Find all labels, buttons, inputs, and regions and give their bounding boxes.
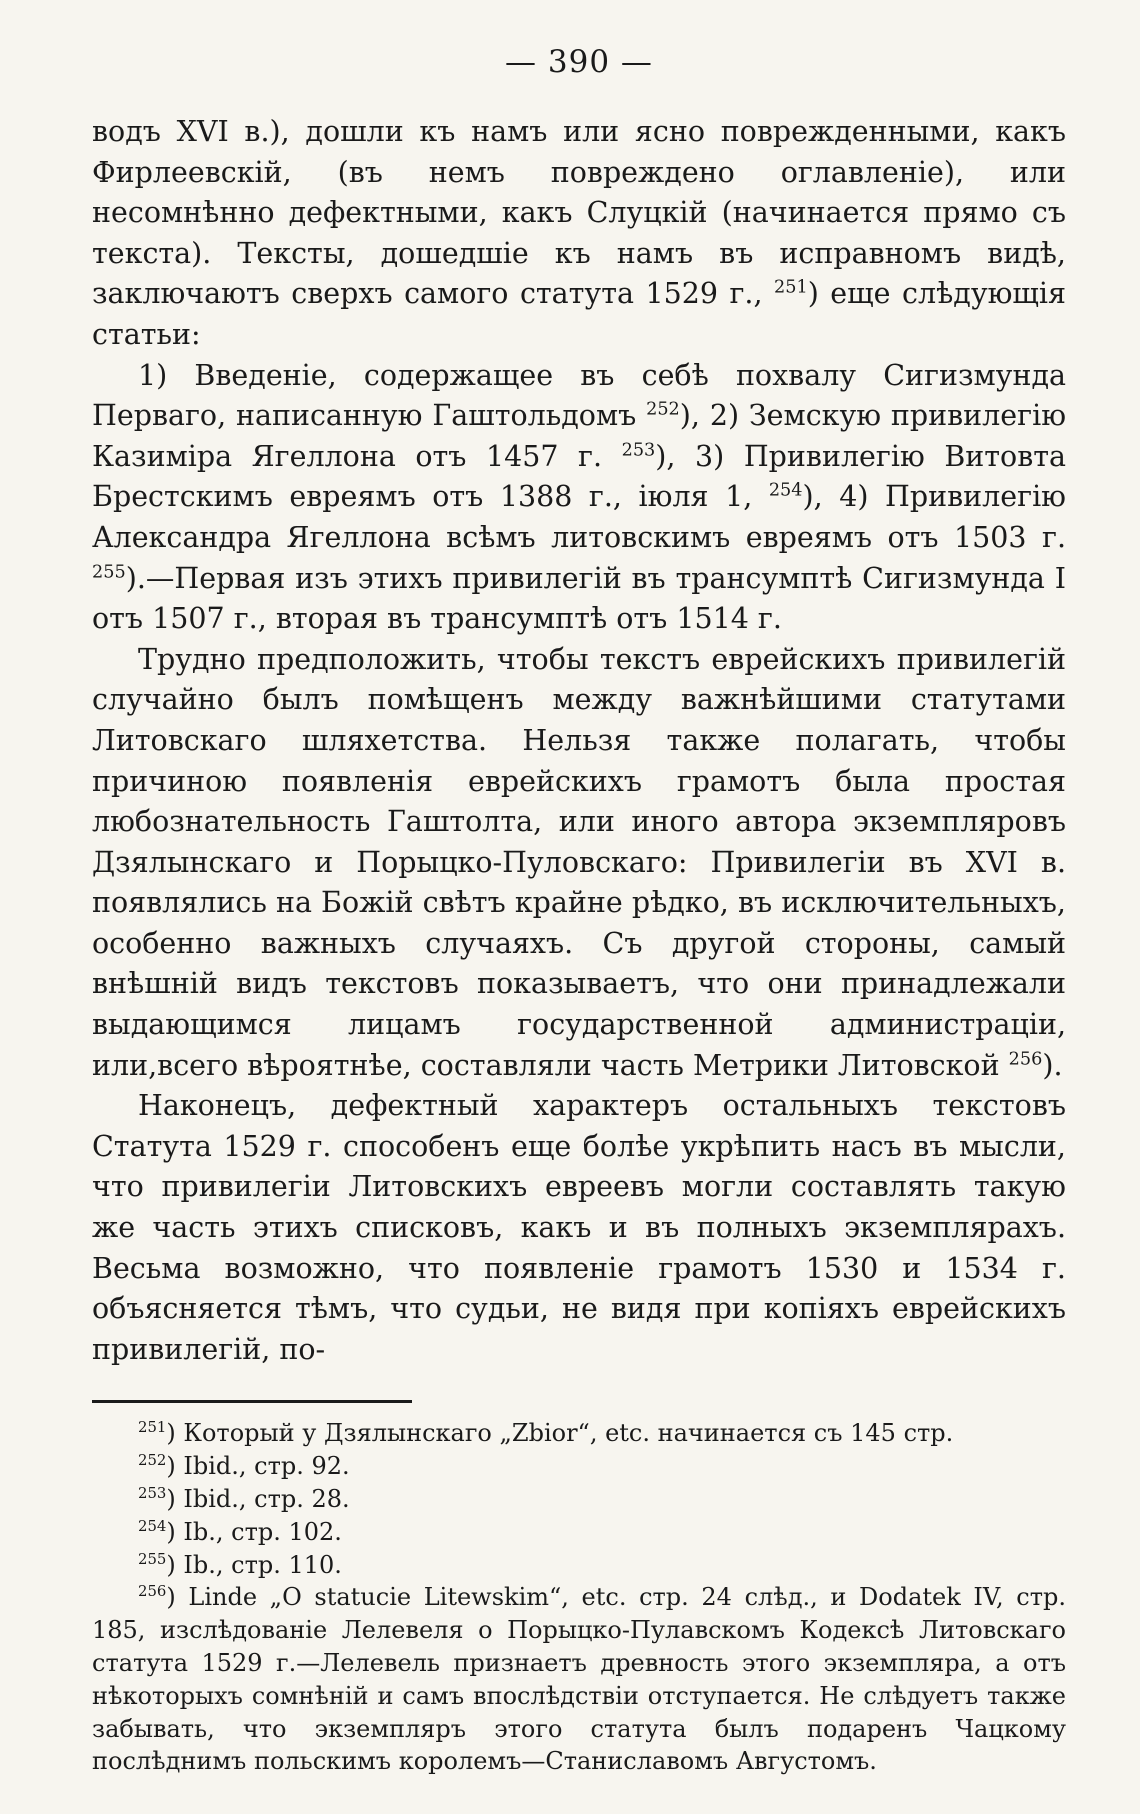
text-run: ), 2) Земскую привилегію Казиміра Ягеллона отъ 1457 г. — [92, 399, 1066, 473]
footnote — [92, 1450, 1066, 1483]
footnote-number: 252 — [138, 1451, 167, 1470]
text-run: ) еще слѣдующія статьи: — [92, 277, 1066, 351]
footnote-text: ) Ibid., стр. 28. — [166, 1485, 350, 1513]
body-paragraph-3 — [92, 640, 1066, 1087]
page-number: — 390 — — [505, 44, 653, 80]
text-run: ), 4) Привилегію Александра Ягеллона всѣмъ литовскимъ евреямъ отъ 1503 г. — [92, 480, 1066, 554]
body-paragraph-4 — [92, 1086, 1066, 1370]
footnote-ref: 256 — [1008, 1049, 1043, 1070]
footnote — [92, 1581, 1066, 1778]
footnote-number: 256 — [138, 1582, 167, 1601]
text-run: ), 3) Привилегію Витовта Брестскимъ евреямъ отъ 1388 г., іюля 1, — [92, 439, 1066, 514]
footnote-text: ) Ibid., стр. 92. — [166, 1452, 350, 1481]
footnotes — [92, 1417, 1066, 1778]
footnote-number: 253 — [138, 1484, 167, 1503]
text-run: водъ XVI в.), дошли къ намъ или ясно поврежденными, какъ Фирлеевскій, (въ немъ повреждено оглавленіе), или несомнѣнно дефектными, какъ Слуцкій (начинается прямо съ текста). Тексты, дошедшіе къ намъ въ исправномъ видѣ, заключаютъ сверхъ самого статута 1529 г., — [92, 115, 1066, 311]
footnote-number: 255 — [138, 1549, 167, 1568]
text-run: ).—Первая изъ этихъ привилегій въ трансумптѣ Сигизмунда I отъ 1507 г., вторая въ трансумптѣ отъ 1514 г. — [92, 561, 1066, 636]
footnote — [92, 1516, 1066, 1549]
footnote-ref: 251 — [774, 277, 808, 298]
footnote-text: ) Linde „O statucie Litewskim“, etc. стр. 24 слѣд., и Dodatek IV, стр. 185, изслѣдованіе Лелевеля о Порыцко-Пулавскомъ Кодексѣ Литовскаго статута 1529 г.—Лелевель признаетъ древность этого экземпляра, а отъ нѣкоторыхъ сомнѣній и самъ впослѣдствіи отступается. Не слѣдуетъ также забывать, что экземпляръ этого статута былъ подаренъ Чацкому послѣднимъ польскимъ королемъ—Станиславомъ Августомъ. — [92, 1583, 1066, 1776]
text-run: 1) Введеніе, содержащее въ себѣ похвалу Сигизмунда Перваго, написанную Гаштольдомъ — [92, 358, 1066, 433]
document-page — [92, 40, 1066, 1780]
body-paragraph-1 — [92, 112, 1066, 356]
body-paragraph-2 — [92, 356, 1066, 640]
footnote — [92, 1417, 1066, 1450]
text-run: ). — [1042, 1048, 1063, 1082]
footnote — [92, 1549, 1066, 1582]
footnote-text: ) Который у Дзялынскаго „Zbior“, etc. начинается съ 145 стр. — [166, 1419, 954, 1448]
text-run: Наконецъ, дефектный характеръ остальныхъ текстовъ Статута 1529 г. способенъ еще болѣе укрѣпить насъ въ мысли, что привилегіи Литовскихъ евреевъ могли составлять такую же часть этихъ списковъ, какъ и въ полныхъ экземплярахъ. Весьма возможно, что появленіе грамотъ 1530 и 1534 г. объясняется тѣмъ, что судьи, не видя при копіяхъ еврейскихъ привилегій, по- — [92, 1089, 1066, 1366]
footnote-number: 254 — [138, 1516, 167, 1535]
text-run: Трудно предположить, чтобы текстъ еврейскихъ привилегій случайно былъ помѣщенъ между важнѣйшими статутами Литовскаго шляхетства. Нельзя также полагать, чтобы причиною появленія еврейскихъ грамотъ была простая любознательность Гаштолта, или иного автора экземпляровъ Дзялынскаго и Порыцко-Пуловскаго: Привилегіи въ XVI в. появлялись на Божій свѣтъ крайне рѣдко, въ исключительныхъ, особенно важныхъ случаяхъ. Съ другой стороны, самый внѣшній видъ текстовъ показываетъ, что они принадлежали выдающимся лицамъ государственной администраціи, или,всего вѣроятнѣе, составляли часть Метрики Литовской — [92, 642, 1066, 1082]
footnote-ref: 253 — [621, 440, 656, 461]
footnote-text: ) Ib., стр. 102. — [166, 1517, 342, 1546]
footnote-ref: 254 — [768, 480, 803, 501]
footnote-divider — [92, 1400, 412, 1403]
footnote-text: ) Ib., стр. 110. — [166, 1550, 342, 1579]
footnote-ref: 255 — [92, 561, 126, 582]
footnote-ref: 252 — [646, 399, 680, 420]
footnote-number: 251 — [138, 1418, 167, 1437]
footnote — [92, 1483, 1066, 1516]
